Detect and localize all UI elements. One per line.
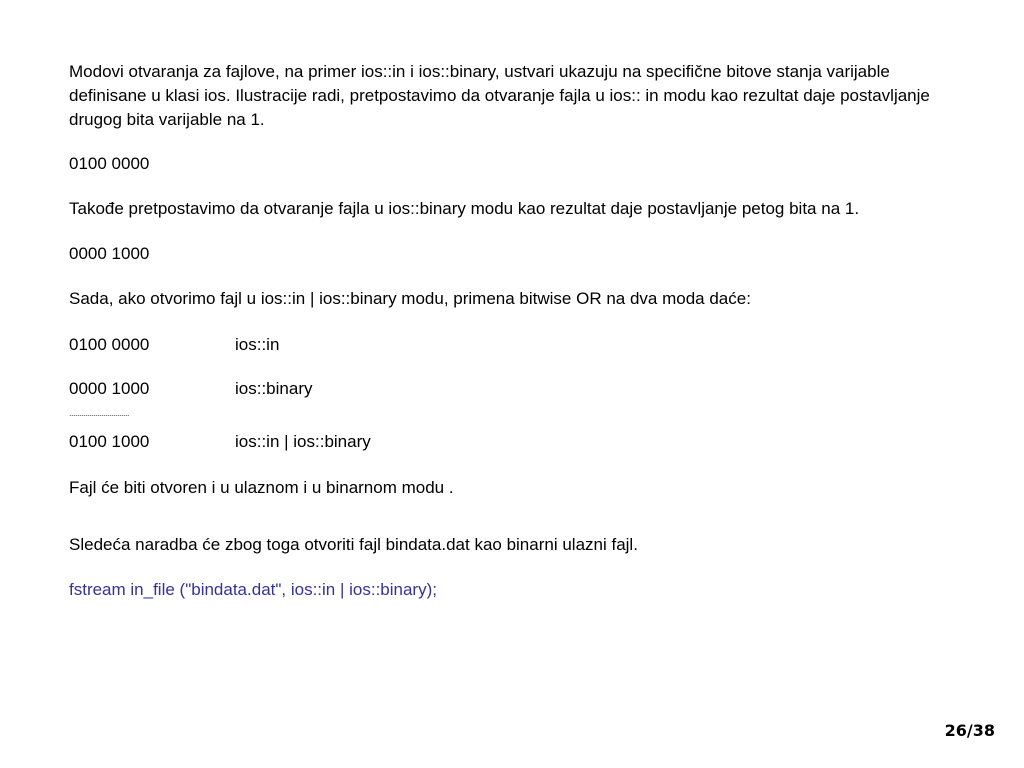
intro-paragraph: Modovi otvaranja za fajlove, na primer ios::in i ios::binary, ustvari ukazuju na specifične bitove stanja varijable definisane u klasi ios. Ilustracije radi, pretpostavimo da otvaranje fajla u ios:: in modu kao rezultat daje postavljanje drugog bita varijable na 1. bbox=[69, 62, 930, 129]
or-row-bits: 0100 0000 bbox=[69, 335, 150, 354]
or-result-row bbox=[69, 430, 371, 454]
or-row-label: ios::binary bbox=[235, 379, 313, 398]
or-row-ios-binary bbox=[69, 377, 312, 401]
page-number: 26/38 bbox=[944, 721, 995, 740]
or-row-label: ios::in bbox=[235, 335, 280, 354]
bitwise-or-paragraph: Sada, ako otvorimo fajl u ios::in | ios::binary modu, primena bitwise OR na dva moda daće: bbox=[69, 289, 751, 308]
code-line: fstream in_file ("bindata.dat", ios::in | ios::binary); bbox=[69, 580, 437, 599]
bits-binary-value: 0000 1000 bbox=[69, 244, 150, 263]
bits-in-value: 0100 0000 bbox=[69, 154, 150, 173]
or-row-ios-in bbox=[69, 333, 279, 357]
or-separator: .............................. bbox=[69, 408, 130, 418]
result-paragraph: Fajl će biti otvoren i u ulaznom i u binarnom modu . bbox=[69, 478, 454, 497]
next-paragraph: Sledeća naradba će zbog toga otvoriti fajl bindata.dat kao binarni ulazni fajl. bbox=[69, 535, 638, 554]
or-row-bits: 0000 1000 bbox=[69, 379, 150, 398]
or-result-label: ios::in | ios::binary bbox=[235, 432, 371, 451]
or-result-bits: 0100 1000 bbox=[69, 432, 150, 451]
binary-paragraph: Takođe pretpostavimo da otvaranje fajla u ios::binary modu kao rezultat daje postavljanje petog bita na 1. bbox=[69, 199, 860, 218]
